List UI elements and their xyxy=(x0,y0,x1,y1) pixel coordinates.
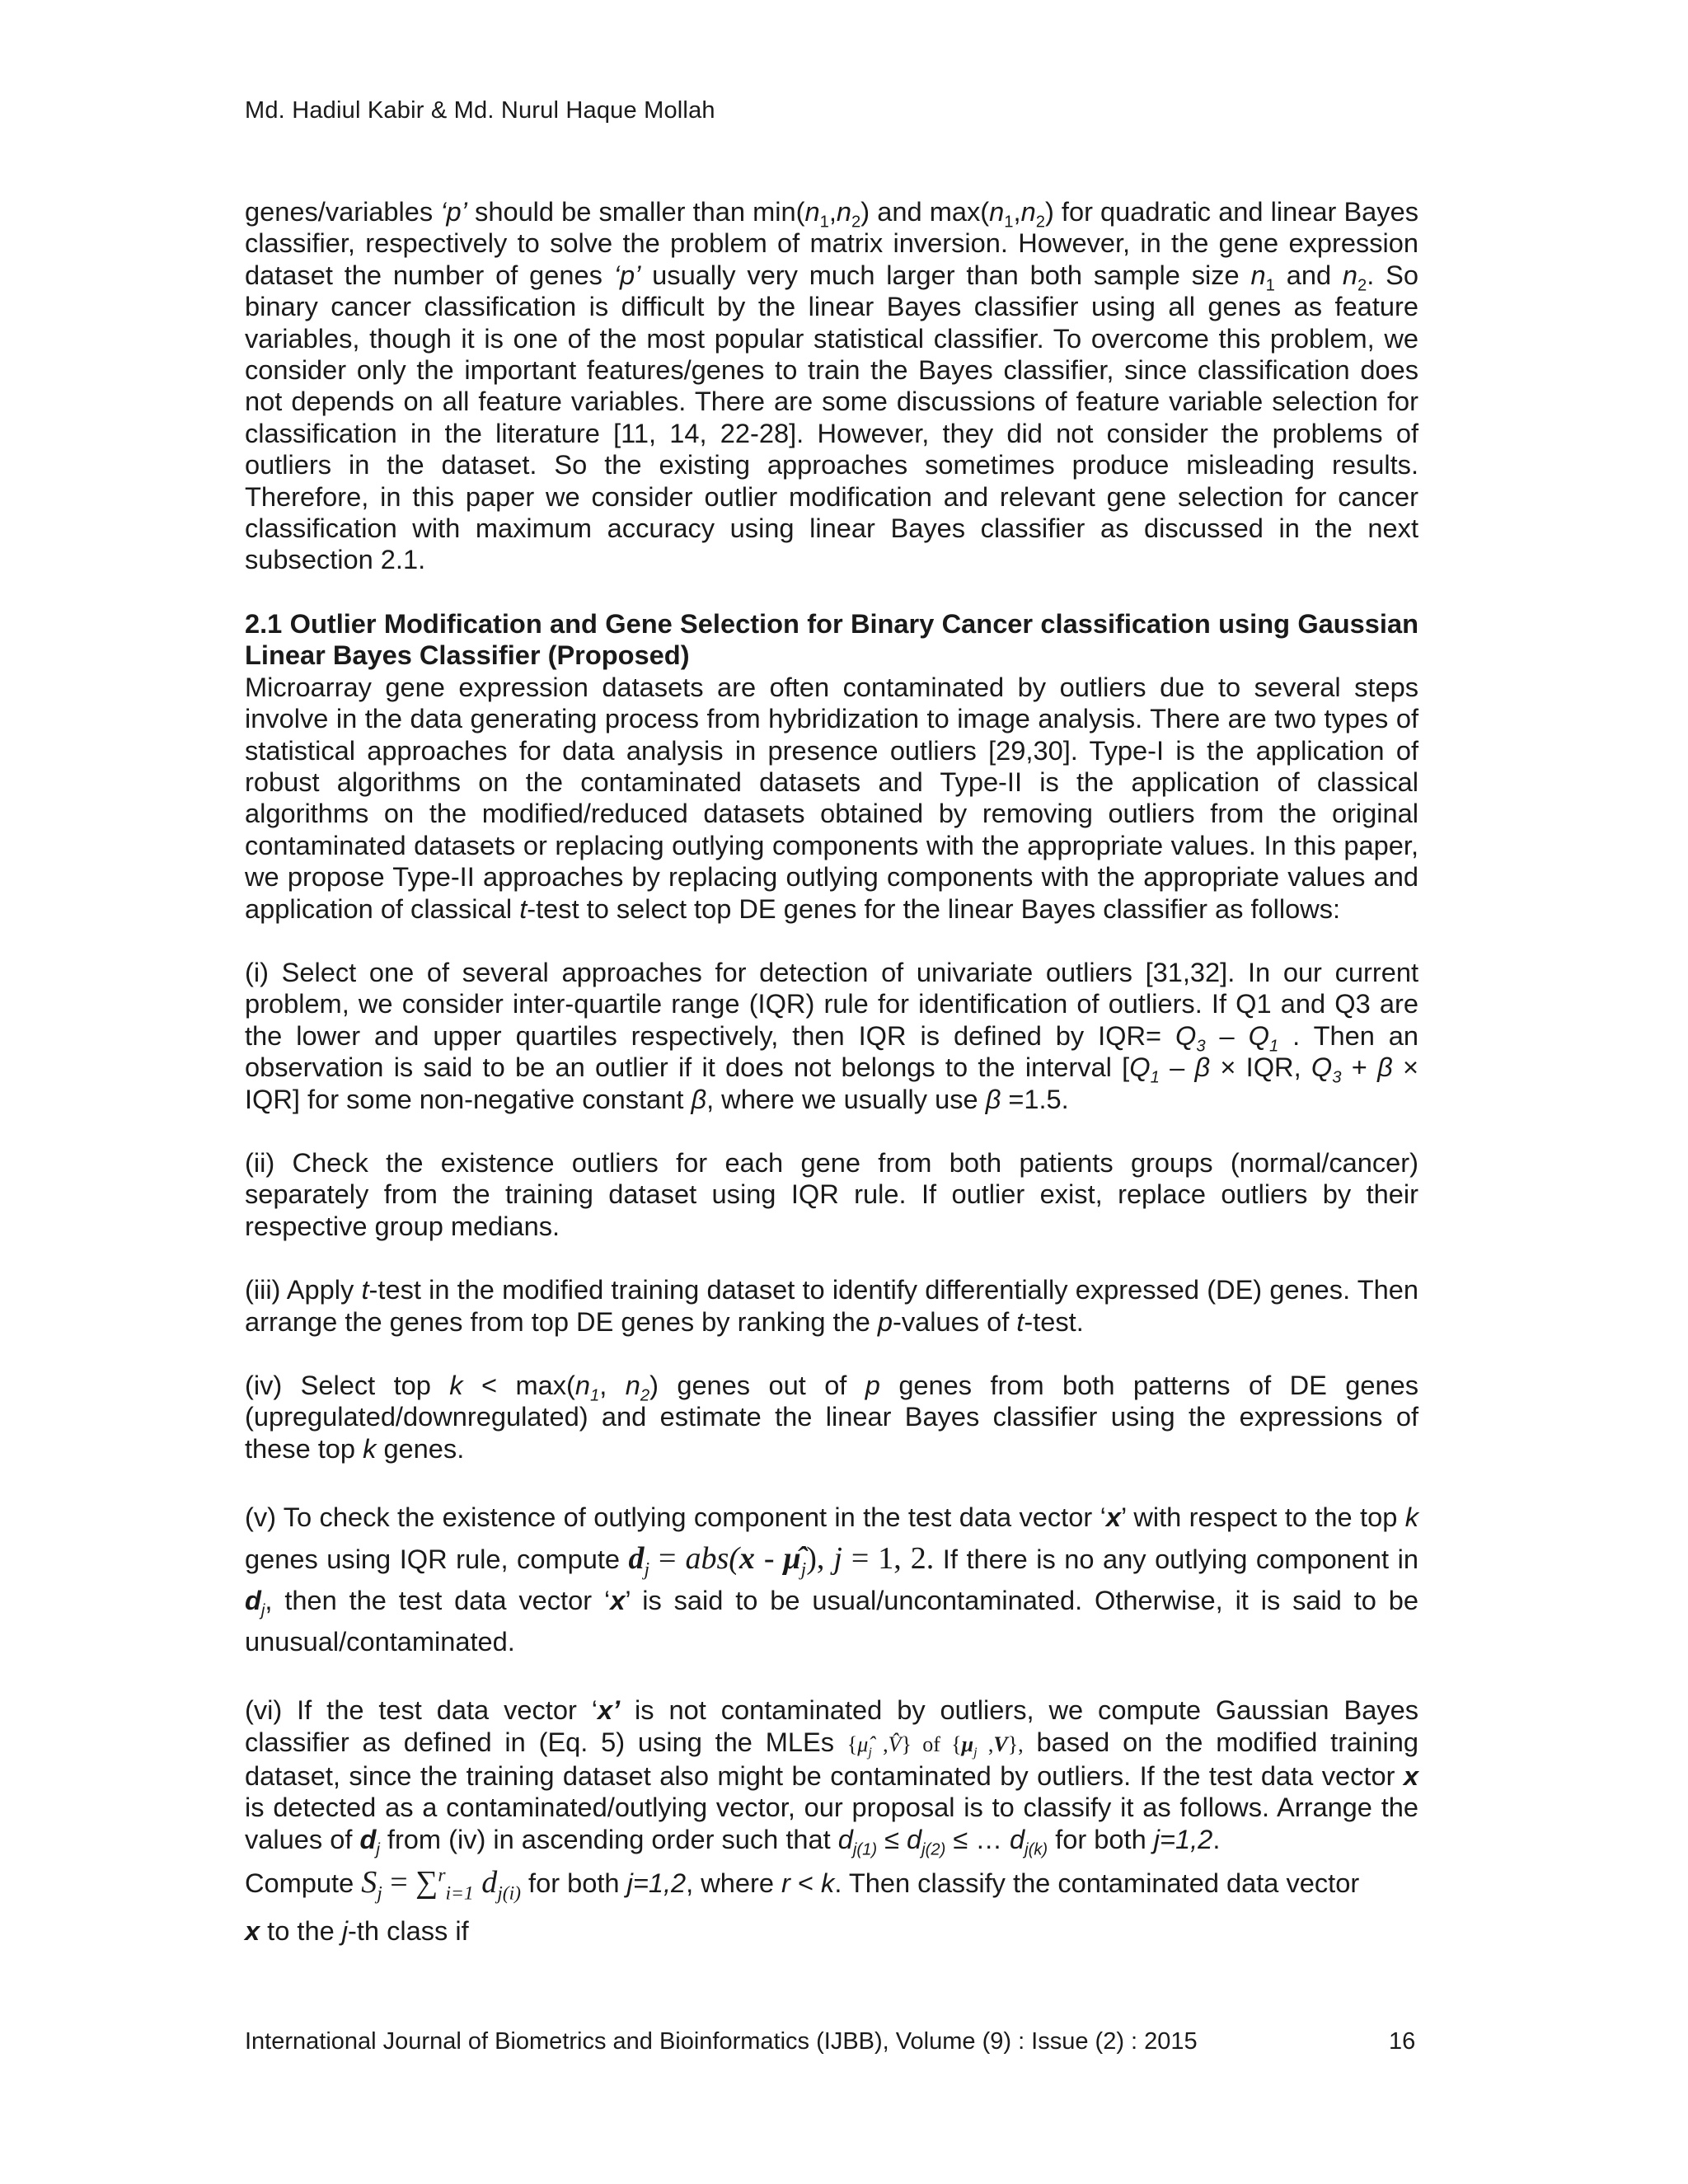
step-i: (i) Select one of several approaches for detection of univariate outliers [31,32]. In our current problem, we consider inter-quartile range (IQR) rule for identification of outliers. If Q1 and Q3 are the lower and upper quartiles respectively, then IQR is defined by $IQR= Q_3 - Q_1$ . Then an observation is said to be an outlier if it does not belongs to the interval [$Q_1$ – β × IQR, $Q_3 + \beta \times IQR$] for some non-negative constant β, where we usually use β =1.5. xyxy=(245,956,1419,1114)
running-head-authors: Md. Hadiul Kabir & Md. Nurul Haque Mollah xyxy=(245,97,715,124)
equation-sj: $S_j = \sum^r_{i=1}$ $d_{j(i)}$ xyxy=(361,1864,521,1905)
footer-journal: International Journal of Biometrics and Bioinformatics (IJBB), Volume (9) : Issue (2) : 2015 xyxy=(245,2028,1198,2055)
step-ii: (ii) Check the existence outliers for each gene from both patients groups (normal/cancer) separately from the training dataset using IQR rule. If outlier exist, replace outliers by their respective group medians. xyxy=(245,1146,1418,1241)
equation-dj: $d_j = abs(x$ - $\mû_j$), j = 1, 2. xyxy=(628,1541,935,1581)
equation-mles: {$\mû_j$ ,V̂} of {$\mu_j$ ,V}, xyxy=(846,1732,1024,1760)
step-vi-continued: Compute $S_j = \sum^r_{i=1}$ $d_{j(i)}$ for both j=1,2, where r < k. Then classify the contaminated data vector x to the j-th class if xyxy=(245,1864,1360,1947)
body-text xyxy=(245,196,1418,1987)
page-number: 16 xyxy=(1389,2028,1416,2055)
step-iv: (iv) Select top $k < \max(n_1$, $n_2$) genes out of p genes from both patterns of DE genes (upregulated/downregulated) and estimate the linear Bayes classifier using the expressions of these top k genes. xyxy=(245,1370,1419,1464)
step-iii: (iii) Apply t-test in the modified training dataset to identify differentially expressed (DE) genes. Then arrange the genes from top DE genes by ranking the p-values of t-test. xyxy=(245,1274,1418,1337)
section-heading: 2.1 Outlier Modification and Gene Selection for Binary Cancer classification using Gaussian Linear Bayes Classifier (Proposed) xyxy=(245,607,1418,671)
section-paragraph: Microarray gene expression datasets are often contaminated by outliers due to several steps involve in the data generating process from hybridization to image analysis. There are two types of statistical approaches for data analysis in presence outliers [29,30]. Type-I is the application of robust algorithms on the contaminated datasets and Type-II is the application of classical algorithms on the modified/reduced datasets obtained by removing outliers from the original contaminated datasets or replacing outlying components with the appropriate values. In this paper, we propose Type-II approaches by replacing outlying components with the appropriate values and application of classical t-test to select top DE genes for the linear Bayes classifier as follows: xyxy=(245,671,1418,924)
step-v: (v) To check the existence of outlying component in the test data vector ‘x’ with respect to the top k genes using IQR rule, compute $d_j = abs(x$ - $\mû_j$), j = 1, 2. If there is no any outlying component in $d_j$, then the test data vector ‘x’ is said to be usual/uncontaminated. Otherwise, it is said to be unusual/contaminated. xyxy=(245,1502,1418,1657)
intro-paragraph: genes/variables ‘p’ should be smaller than $\min(n_1,n_2)$ and $\max(n_1,n_2)$ for quadratic and linear Bayes classifier, respectively to solve the problem of matrix inversion. However, in the gene expression dataset the number of genes ‘p’ usually very much larger than both sample size $n_1$ and $n_2$. So binary cancer classification is difficult by the linear Bayes classifier using all genes as feature variables, though it is one of the most popular statistical classifier. To overcome this problem, we consider only the important features/genes to train the Bayes classifier, since classification does not depends on all feature variables. There are some discussions of feature variable selection for classification in the literature [11, 14, 22-28]. However, they did not consider the problems of outliers in the dataset. So the existing approaches sometimes produce misleading results. Therefore, in this paper we consider outlier modification and relevant gene selection for cancer classification with maximum accuracy using linear Bayes classifier as discussed in the next subsection 2.1. xyxy=(245,196,1419,575)
step-vi: (vi) If the test data vector ‘x’ is not contaminated by outliers, we compute Gaussian Bayes classifier as defined in (Eq. 5) using the MLEs {$\mû_j$ ,V̂} of {$\mu_j$ ,V}, based on the modified training dataset, since the training dataset also might be contaminated by outliers. If the test data vector x is detected as a contaminated/outlying vector, our proposal is to classify it as follows. Arrange the values of $d_j$ from (iv) in ascending order such that $d_{j(1)} \le d_{j(2)}$ ≤ … $d_{j(k)}$ for both j=1,2. xyxy=(245,1694,1419,1859)
